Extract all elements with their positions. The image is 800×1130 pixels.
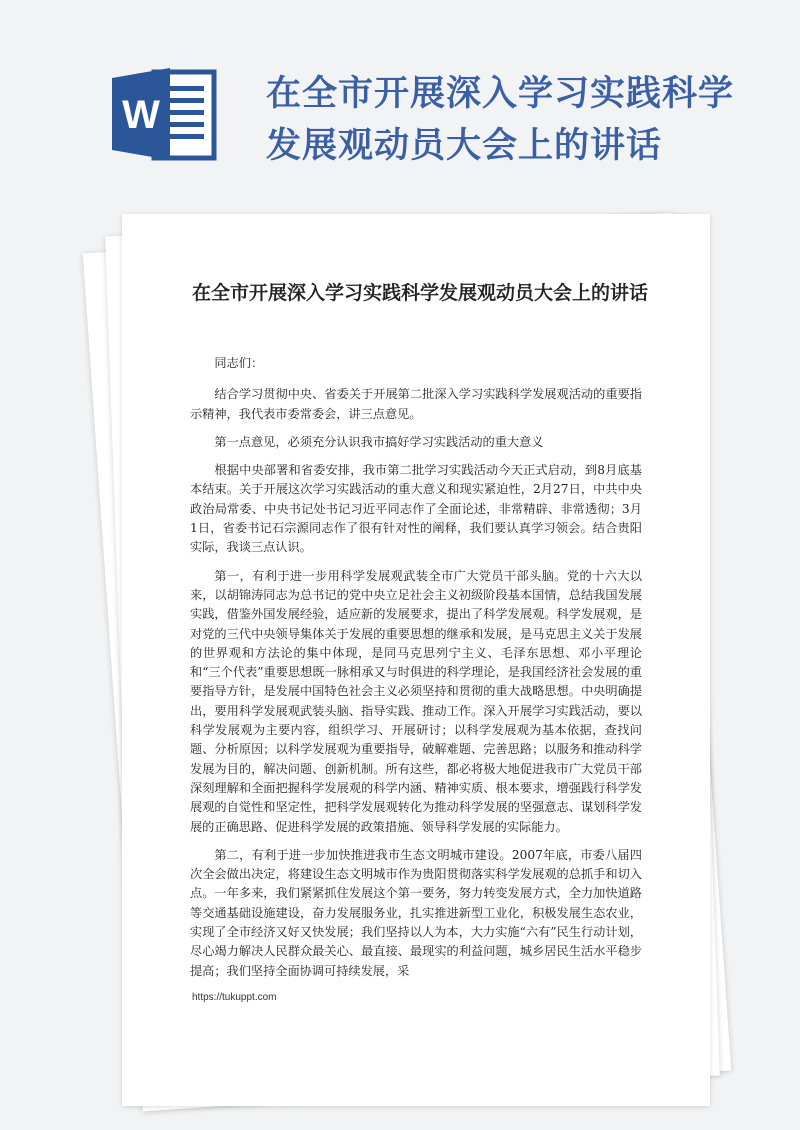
document-body (190, 354, 642, 990)
header-banner (0, 0, 800, 200)
word-icon-letter: W (122, 93, 160, 137)
salutation: 同志们： (214, 356, 264, 370)
word-document-icon (108, 64, 220, 164)
paragraph: 第一，有利于进一步用科学发展观武装全市广大党员干部头脑。党的十六大以来，以胡锦涛同志为总书记的党中央立足社会主义初级阶段基本国情，总结我国发展实践，借鉴外国发展经验，适应新的发展要求，提出了科学发展观。科学发展观，是对党的三代中央领导集体关于发展的重要思想的继承和发展，是马克思主义关于发展的世界观和方法论的集中体现，是同马克思列宁主义、毛泽东思想、邓小平理论和“三个代表”重要思想既一脉相承又与时俱进的科学理论，是我国经济社会发展的重要指导方针，是发展中国特色社会主义必须坚持和贯彻的重大战略思想。中央明确提出，要用科学发展观武装头脑、指导实践、推动工作。深入开展学习实践活动，要以科学发展观为主要内容，组织学习、开展研讨；以科学发展观为基本依据，查找问题、分析原因；以科学发展观为重要指导，破解难题、完善思路；以服务和推动科学发展为目的，解决问题、创新机制。所有这些，都必将极大地促进我市广大党员干部深刻理解和全面把握科学发展观的科学内涵、精神实质、根本要求，增强践行科学发展观的自觉性和坚定性，把科学发展观转化为推动科学发展的坚强意志、谋划科学发展的正确思路、促进科学发展的政策措施、领导科学发展的实际能力。 (190, 568, 642, 834)
paragraph: 根据中央部署和省委安排，我市第二批学习实践活动今天正式启动，到8月底基本结束。关于开展这次学习实践活动的重大意义和现实紧迫性，2月27日，中共中央政治局常委、中央书记处书记习近平同志作了全面论述，非常精辟、非常透彻；3月1日，省委书记石宗源同志作了很有针对性的阐释，我们要认真学习领会。结合贵阳实际，我谈三点认识。 (190, 463, 642, 555)
header-title: 在全市开展深入学习实践科学发展观动员大会上的讲话 (266, 74, 735, 166)
document-page (122, 214, 710, 1106)
paragraph: 第二，有利于进一步加快推进我市生态文明城市建设。2007年底，市委八届四次全会做出决定，将建设生态文明城市作为贵阳贯彻落实科学发展观的总抓手和切入点。一年多来，我们紧紧抓住发展这个第一要务，努力转变发展方式，全力加快道路等交通基础设施建设，奋力发展服务业，扎实推进新型工业化，积极发展生态农业，实现了全市经济又好又快发展；我们坚持以人为本，大力实施“六有”民生行动计划，尽心竭力解决人民群众最关心、最直接、最现实的利益问题，城乡居民生活水平稳步提高；我们坚持全面协调可持续发展，采 (190, 847, 642, 978)
section-heading: 第一点意见，必须充分认识我市搞好学习实践活动的重大意义 (214, 434, 544, 449)
paragraph: 结合学习贯彻中央、省委关于开展第二批深入学习实践科学发展观活动的重要指示精神，我代表市委常委会，讲三点意见。 (190, 387, 642, 421)
document-title: 在全市开展深入学习实践科学发展观动员大会上的讲话 (192, 282, 649, 304)
footer-url[interactable]: https://tukuppt.com (192, 992, 277, 1003)
